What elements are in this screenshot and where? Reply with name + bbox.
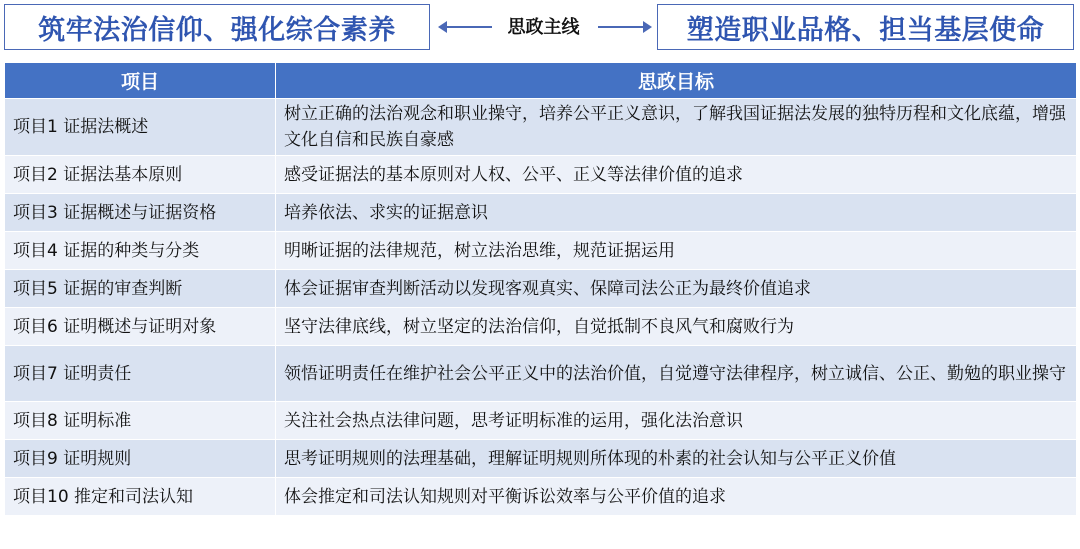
project-cell: 项目4 证据的种类与分类 [5, 232, 276, 270]
goal-cell: 体会证据审查判断活动以发现客观真实、保障司法公正为最终价值追求 [276, 270, 1077, 308]
goal-cell: 感受证据法的基本原则对人权、公平、正义等法律价值的追求 [276, 156, 1077, 194]
goal-cell: 明晰证据的法律规范，树立法治思维，规范证据运用 [276, 232, 1077, 270]
project-cell: 项目3 证据概述与证据资格 [5, 194, 276, 232]
table-row [5, 440, 1077, 478]
goal-cell: 关注社会热点法律问题，思考证明标准的运用，强化法治意识 [276, 402, 1077, 440]
middle-label: 思政主线 [507, 17, 580, 38]
table-row [5, 308, 1077, 346]
table-row [5, 346, 1077, 402]
left-title: 筑牢法治信仰、强化综合素养 [4, 4, 430, 50]
table-row [5, 232, 1077, 270]
table-row [5, 99, 1077, 156]
goal-cell: 树立正确的法治观念和职业操守，培养公平正义意识，了解我国证据法发展的独特历程和文化底蕴，增强文化自信和民族自豪感 [276, 99, 1077, 156]
left-arrow-icon [440, 26, 492, 28]
table-row [5, 402, 1077, 440]
objectives-table [4, 62, 1077, 516]
project-cell: 项目10 推定和司法认知 [5, 478, 276, 516]
project-cell: 项目5 证据的审查判断 [5, 270, 276, 308]
project-cell: 项目7 证明责任 [5, 346, 276, 402]
table-row [5, 270, 1077, 308]
goal-cell: 领悟证明责任在维护社会公平正义中的法治价值，自觉遵守法律程序，树立诚信、公正、勤勉的职业操守 [276, 346, 1077, 402]
project-cell: 项目6 证明概述与证明对象 [5, 308, 276, 346]
table-header-row [5, 63, 1077, 99]
project-cell: 项目8 证明标准 [5, 402, 276, 440]
project-cell: 项目2 证据法基本原则 [5, 156, 276, 194]
column-header-project: 项目 [5, 63, 276, 99]
table-row [5, 156, 1077, 194]
table-row [5, 194, 1077, 232]
right-title: 塑造职业品格、担当基层使命 [657, 4, 1074, 50]
project-cell: 项目9 证明规则 [5, 440, 276, 478]
goal-cell: 培养依法、求实的证据意识 [276, 194, 1077, 232]
table-row [5, 478, 1077, 516]
header-banner [0, 0, 1080, 58]
goal-cell: 体会推定和司法认知规则对平衡诉讼效率与公平价值的追求 [276, 478, 1077, 516]
goal-cell: 思考证明规则的法理基础，理解证明规则所体现的朴素的社会认知与公平正义价值 [276, 440, 1077, 478]
goal-cell: 坚守法律底线，树立坚定的法治信仰，自觉抵制不良风气和腐败行为 [276, 308, 1077, 346]
right-arrow-icon [598, 26, 650, 28]
project-cell: 项目1 证据法概述 [5, 99, 276, 156]
column-header-goal: 思政目标 [276, 63, 1077, 99]
